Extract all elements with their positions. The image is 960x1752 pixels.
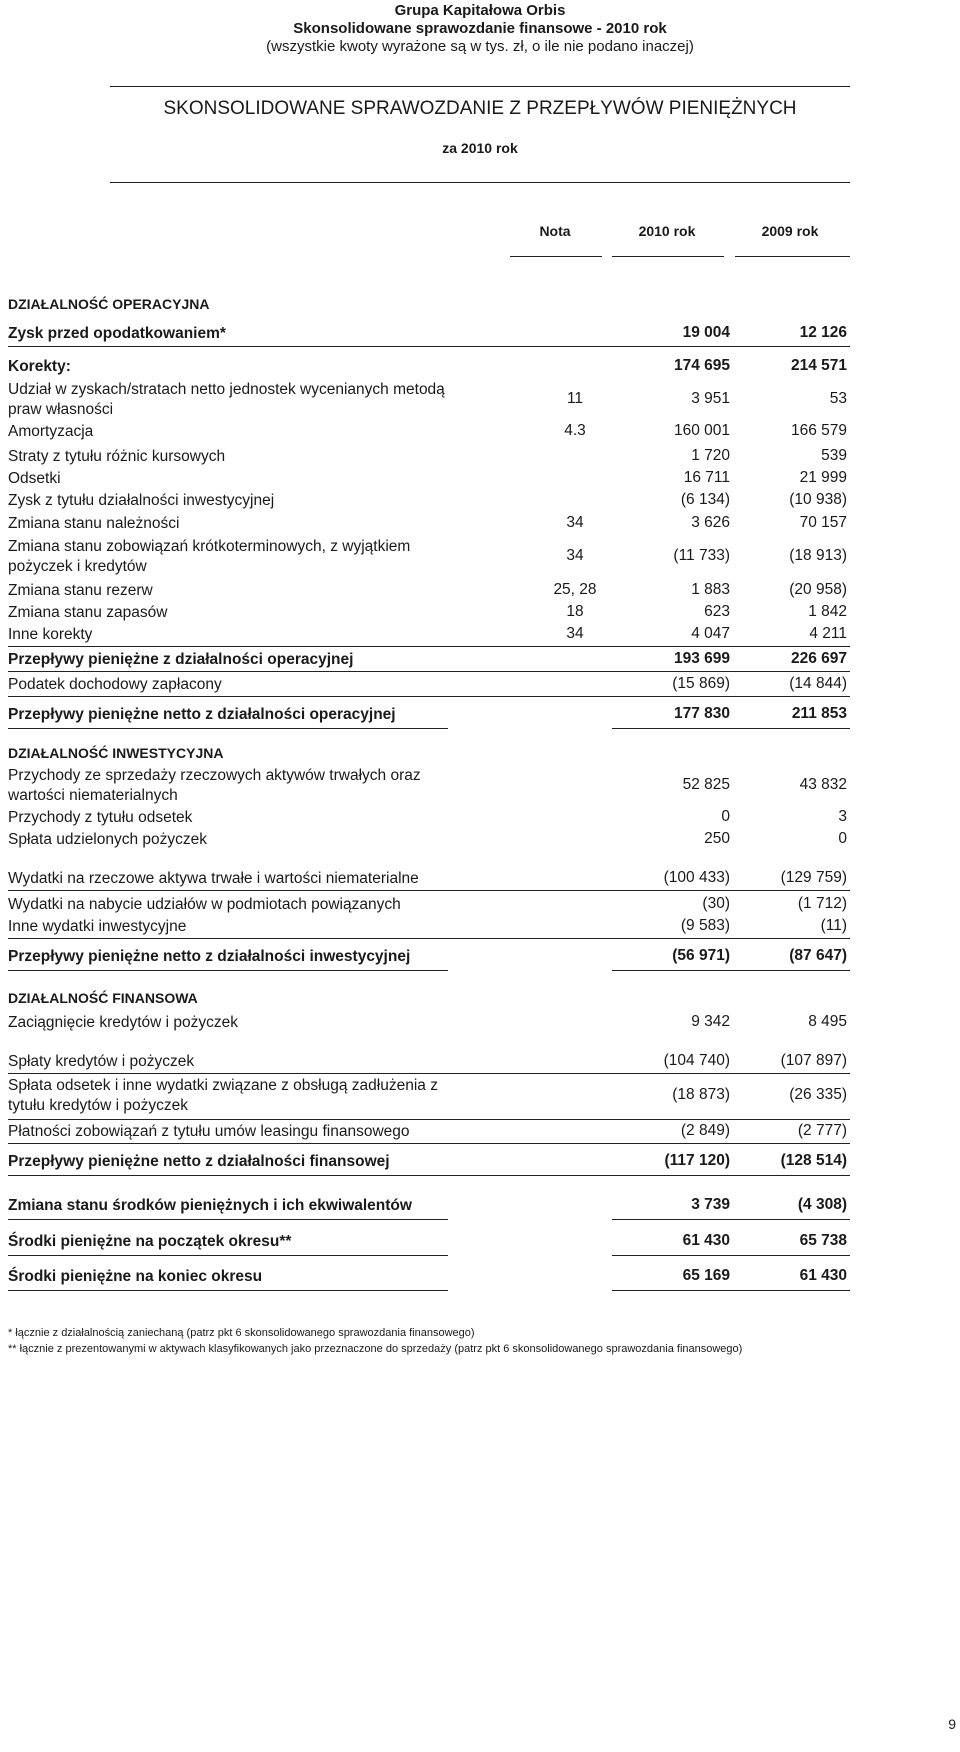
value-2010: (15 869) bbox=[672, 675, 730, 692]
table-row bbox=[8, 766, 850, 808]
value-2010: 193 699 bbox=[673, 650, 730, 667]
row-label: Zaciągnięcie kredytów i pożyczek bbox=[8, 1014, 239, 1031]
row-rule bbox=[8, 1219, 448, 1220]
value-2009: 8 495 bbox=[808, 1013, 847, 1030]
footnote: * łącznie z działalnością zaniechaną (patrz pkt 6 skonsolidowanego sprawozdania finansowego) bbox=[8, 1327, 475, 1339]
value-2010: 3 951 bbox=[691, 390, 730, 407]
row-label: Korekty: bbox=[8, 358, 71, 375]
row-label: Przychody z tytułu odsetek bbox=[8, 809, 193, 826]
row-label: Zmiana stanu środków pieniężnych i ich ekwiwalentów bbox=[8, 1197, 412, 1214]
row-label: Straty z tytułu różnic kursowych bbox=[8, 448, 226, 465]
section-heading-label: DZIAŁALNOŚĆ OPERACYJNA bbox=[8, 296, 210, 312]
row-label: Przepływy pieniężne netto z działalności finansowej bbox=[8, 1153, 390, 1170]
value-2010: (9 583) bbox=[680, 917, 730, 934]
row-rule bbox=[8, 1143, 850, 1144]
value-2010: (104 740) bbox=[663, 1052, 730, 1069]
value-2009: 226 697 bbox=[790, 650, 847, 667]
column-header-2010: 2010 rok bbox=[638, 223, 696, 239]
value-2010: 16 711 bbox=[683, 469, 730, 486]
report-period: za 2010 rok bbox=[442, 140, 518, 156]
footnote: ** łącznie z prezentowanymi w aktywach klasyfikowanych jako przeznaczone do sprzedaży (patrz pkt 6 skonsolidowanego sprawozdania finansowego) bbox=[8, 1343, 743, 1355]
row-nota: 34 bbox=[566, 514, 584, 531]
row-label: Udział w zyskach/stratach netto jednostek wycenianych metodą praw własności bbox=[8, 381, 445, 418]
row-rule bbox=[8, 970, 448, 971]
value-2009: 214 571 bbox=[790, 357, 847, 374]
value-2010: 174 695 bbox=[673, 357, 730, 374]
table-row bbox=[8, 1076, 850, 1118]
title-rule bbox=[110, 182, 850, 183]
table-row bbox=[8, 537, 850, 579]
row-nota: 25, 28 bbox=[553, 581, 597, 598]
row-label: Środki pieniężne na koniec okresu bbox=[8, 1268, 263, 1285]
value-2009: 1 842 bbox=[808, 603, 847, 620]
row-label: Inne korekty bbox=[8, 626, 93, 643]
section-heading-label: DZIAŁALNOŚĆ INWESTYCYJNA bbox=[8, 745, 224, 761]
row-label: Przepływy pieniężne z działalności operacyjnej bbox=[8, 651, 354, 668]
value-2010: 19 004 bbox=[682, 324, 730, 341]
row-label: Zmiana stanu rezerw bbox=[8, 582, 153, 599]
row-label: Zysk przed opodatkowaniem* bbox=[8, 325, 226, 342]
row-nota: 34 bbox=[566, 625, 584, 642]
value-2009: 61 430 bbox=[799, 1267, 847, 1284]
value-2009: 0 bbox=[838, 830, 847, 847]
report-name: Skonsolidowane sprawozdanie finansowe - 2010 rok bbox=[293, 20, 667, 37]
row-label: Amortyzacja bbox=[8, 423, 94, 440]
row-rule bbox=[612, 1255, 850, 1256]
row-rule bbox=[8, 728, 448, 729]
value-2009: (1 712) bbox=[797, 895, 847, 912]
row-label: Spłata odsetek i inne wydatki związane z obsługą zadłużenia z tytułu kredytów i pożyczek bbox=[8, 1077, 438, 1114]
row-label: Płatności zobowiązań z tytułu umów leasingu finansowego bbox=[8, 1123, 410, 1140]
row-rule bbox=[612, 728, 850, 729]
value-2009: 65 738 bbox=[799, 1232, 847, 1249]
value-2009: (87 647) bbox=[789, 947, 847, 964]
value-2009: (129 759) bbox=[780, 869, 847, 886]
row-label: Spłata udzielonych pożyczek bbox=[8, 831, 208, 848]
document-header bbox=[0, 2, 960, 56]
row-label: Podatek dochodowy zapłacony bbox=[8, 676, 222, 693]
value-2009: (10 938) bbox=[789, 491, 847, 508]
row-rule bbox=[612, 1290, 850, 1291]
value-2009: 70 157 bbox=[799, 514, 847, 531]
value-2010: 1 720 bbox=[691, 447, 730, 464]
value-2010: 61 430 bbox=[682, 1232, 730, 1249]
row-rule bbox=[8, 696, 850, 697]
table-row bbox=[8, 380, 850, 422]
value-2010: (30) bbox=[702, 895, 730, 912]
row-label: Zmiana stanu zobowiązań krótkoterminowych, z wyjątkiem pożyczek i kredytów bbox=[8, 538, 411, 575]
value-2010: 52 825 bbox=[682, 776, 730, 793]
column-header-nota: Nota bbox=[539, 223, 571, 239]
column-header-rule bbox=[510, 256, 602, 257]
value-2010: 9 342 bbox=[691, 1013, 730, 1030]
value-2010: (100 433) bbox=[663, 869, 730, 886]
value-2009: 43 832 bbox=[799, 776, 847, 793]
value-2009: 53 bbox=[829, 390, 847, 407]
row-rule bbox=[8, 1255, 448, 1256]
value-2009: (18 913) bbox=[789, 547, 847, 564]
value-2010: 4 047 bbox=[691, 625, 730, 642]
row-rule bbox=[8, 646, 850, 647]
row-nota: 11 bbox=[566, 390, 584, 407]
value-2010: (2 849) bbox=[680, 1122, 730, 1139]
value-2010: 250 bbox=[704, 830, 730, 847]
column-header-rule bbox=[612, 256, 724, 257]
value-2010: 177 830 bbox=[673, 705, 730, 722]
section-heading-label: DZIAŁALNOŚĆ FINANSOWA bbox=[8, 990, 198, 1006]
row-nota: 18 bbox=[566, 603, 584, 620]
value-2010: 623 bbox=[704, 603, 730, 620]
row-label: Przepływy pieniężne netto z działalności inwestycyjnej bbox=[8, 948, 411, 965]
value-2010: (11 733) bbox=[673, 547, 730, 564]
row-nota: 34 bbox=[566, 547, 584, 564]
value-2009: 539 bbox=[821, 447, 847, 464]
row-label: Przepływy pieniężne netto z działalności operacyjnej bbox=[8, 706, 396, 723]
header-rule bbox=[110, 86, 850, 87]
row-rule bbox=[8, 671, 850, 672]
value-2009: 211 853 bbox=[791, 705, 847, 722]
row-rule bbox=[8, 890, 850, 891]
page-title: SKONSOLIDOWANE SPRAWOZDANIE Z PRZEPŁYWÓW PIENIĘŻNYCH bbox=[163, 98, 797, 119]
value-2009: 12 126 bbox=[799, 324, 847, 341]
row-rule bbox=[8, 1119, 850, 1120]
value-2009: (11) bbox=[820, 917, 847, 934]
row-label: Zysk z tytułu działalności inwestycyjnej bbox=[8, 492, 275, 509]
value-2010: 65 169 bbox=[682, 1267, 730, 1284]
row-label: Środki pieniężne na początek okresu** bbox=[8, 1233, 292, 1250]
row-label: Odsetki bbox=[8, 470, 61, 487]
row-label: Zmiana stanu należności bbox=[8, 515, 180, 532]
value-2009: (4 308) bbox=[797, 1196, 847, 1213]
row-nota: 4.3 bbox=[564, 422, 586, 439]
row-rule bbox=[8, 1073, 850, 1074]
value-2010: 160 001 bbox=[673, 422, 730, 439]
value-2009: 166 579 bbox=[790, 422, 847, 439]
value-2010: (56 971) bbox=[672, 947, 730, 964]
value-2010: (117 120) bbox=[664, 1152, 730, 1169]
value-2009: (107 897) bbox=[780, 1052, 847, 1069]
value-2009: (26 335) bbox=[789, 1086, 847, 1103]
row-rule bbox=[8, 938, 850, 939]
column-header-rule bbox=[735, 256, 850, 257]
value-2010: (6 134) bbox=[680, 491, 730, 508]
currency-note: (wszystkie kwoty wyrażone są w tys. zł, o ile nie podano inaczej) bbox=[266, 38, 694, 55]
value-2009: 21 999 bbox=[799, 469, 847, 486]
value-2010: 3 626 bbox=[691, 514, 730, 531]
row-rule bbox=[8, 1175, 850, 1176]
company-name: Grupa Kapitałowa Orbis bbox=[394, 2, 566, 19]
row-label: Przychody ze sprzedaży rzeczowych aktywów trwałych oraz wartości niematerialnych bbox=[8, 767, 421, 804]
value-2009: 3 bbox=[838, 808, 847, 825]
row-label: Wydatki na rzeczowe aktywa trwałe i wartości niematerialne bbox=[8, 870, 419, 887]
value-2010: 1 883 bbox=[691, 581, 730, 598]
row-rule bbox=[612, 970, 850, 971]
value-2010: 0 bbox=[721, 808, 730, 825]
value-2009: (20 958) bbox=[789, 581, 847, 598]
row-label: Zmiana stanu zapasów bbox=[8, 604, 168, 621]
row-rule bbox=[8, 1290, 448, 1291]
row-rule bbox=[8, 346, 850, 347]
value-2009: 4 211 bbox=[809, 625, 847, 642]
value-2009: (128 514) bbox=[780, 1152, 847, 1169]
value-2010: (18 873) bbox=[672, 1086, 730, 1103]
value-2009: (14 844) bbox=[789, 675, 847, 692]
row-label: Wydatki na nabycie udziałów w podmiotach powiązanych bbox=[8, 896, 401, 913]
value-2009: (2 777) bbox=[797, 1122, 847, 1139]
page-number: 9 bbox=[948, 1716, 956, 1732]
row-rule bbox=[612, 1219, 850, 1220]
column-header-2009: 2009 rok bbox=[761, 223, 819, 239]
value-2010: 3 739 bbox=[691, 1196, 730, 1213]
row-label: Spłaty kredytów i pożyczek bbox=[8, 1053, 195, 1070]
row-label: Inne wydatki inwestycyjne bbox=[8, 918, 187, 935]
